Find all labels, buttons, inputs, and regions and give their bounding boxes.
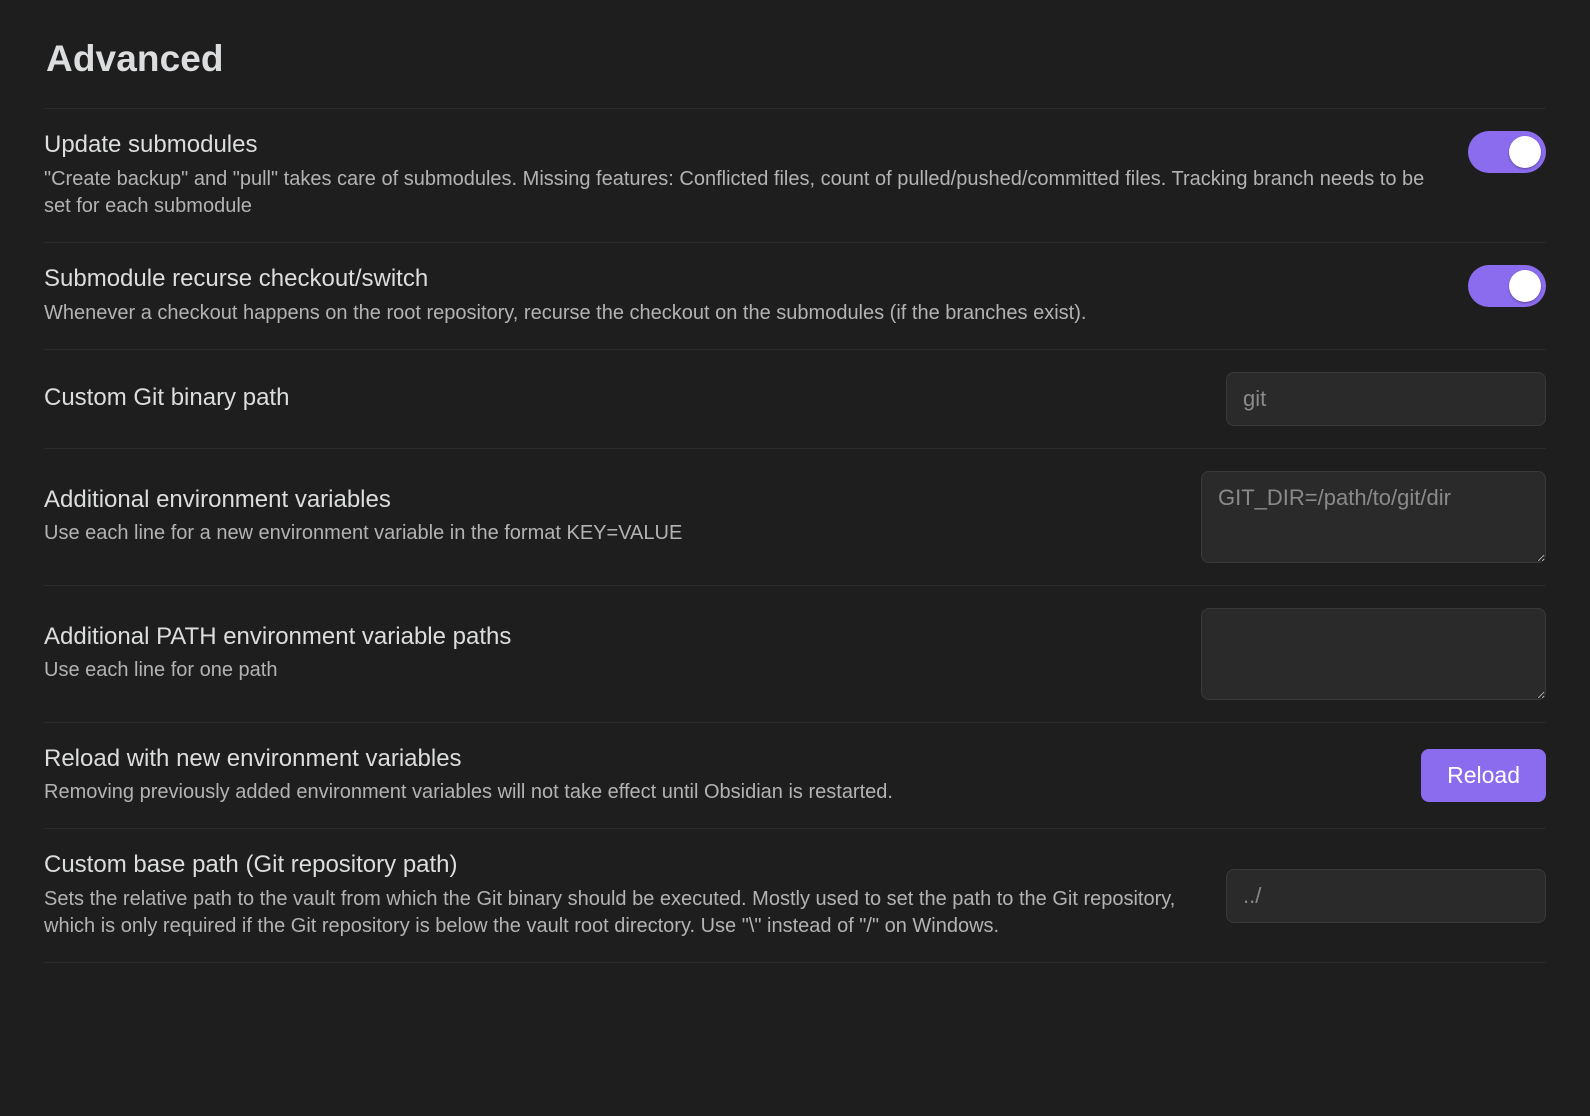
setting-control [1468, 131, 1546, 173]
toggle-update-submodules[interactable] [1468, 131, 1546, 173]
setting-name: Additional environment variables [44, 485, 391, 513]
custom-git-binary-path-input[interactable] [1226, 372, 1546, 426]
setting-name: Custom Git binary path [44, 384, 290, 412]
setting-description: Sets the relative path to the vault from which the Git binary should be executed. Mostly used to set the path to the Git repository, which is only required if the Git repository is below the vault root directory. Use "\" instead of "/" on Windows. [44, 888, 1176, 938]
setting-name: Update submodules [44, 131, 258, 158]
setting-name: Reload with new environment variables [44, 744, 462, 772]
setting-control [1226, 372, 1546, 426]
setting-row-additional-env-variables [44, 448, 1546, 585]
setting-info [44, 131, 1444, 220]
setting-description: "Create backup" and "pull" takes care of submodules. Missing features: Conflicted files, count of pulled/pushed/committed files. Tracking branch needs to be set for each submodule [44, 167, 1425, 217]
reload-button[interactable]: Reload [1421, 749, 1546, 802]
setting-control [1468, 265, 1546, 307]
setting-row-reload-env-variables [44, 722, 1546, 829]
setting-control [1201, 608, 1546, 700]
setting-control [1421, 749, 1546, 802]
setting-info [44, 486, 1177, 548]
setting-description: Whenever a checkout happens on the root repository, recurse the checkout on the submodules (if the branches exist). [44, 301, 1087, 324]
toggle-submodule-recurse-checkout[interactable] [1468, 265, 1546, 307]
setting-info [44, 623, 1177, 685]
setting-info [44, 265, 1444, 327]
setting-name: Submodule recurse checkout/switch [44, 264, 429, 292]
setting-row-submodule-recurse-checkout [44, 242, 1546, 349]
custom-base-path-input[interactable] [1226, 869, 1546, 923]
setting-info [44, 745, 1397, 807]
setting-name: Additional PATH environment variable paths [44, 622, 512, 650]
setting-info [44, 384, 1202, 413]
additional-env-variables-textarea[interactable] [1201, 471, 1546, 563]
setting-row-additional-path-variables [44, 585, 1546, 722]
setting-name: Custom base path (Git repository path) [44, 851, 458, 879]
setting-description: Use each line for one path [44, 659, 278, 682]
toggle-knob [1509, 270, 1541, 302]
additional-path-variables-textarea[interactable] [1201, 608, 1546, 700]
setting-control [1226, 869, 1546, 923]
setting-row-update-submodules [44, 108, 1546, 242]
setting-row-custom-base-path [44, 828, 1546, 962]
advanced-settings-page [0, 38, 1590, 964]
section-divider [44, 962, 1546, 964]
toggle-knob [1509, 136, 1541, 168]
setting-description: Use each line for a new environment variable in the format KEY=VALUE [44, 522, 683, 545]
page-title: Advanced [46, 38, 224, 79]
setting-control [1201, 471, 1546, 563]
setting-description: Removing previously added environment variables will not take effect until Obsidian is restarted. [44, 781, 893, 804]
setting-row-custom-git-binary-path [44, 349, 1546, 448]
setting-info [44, 851, 1202, 940]
